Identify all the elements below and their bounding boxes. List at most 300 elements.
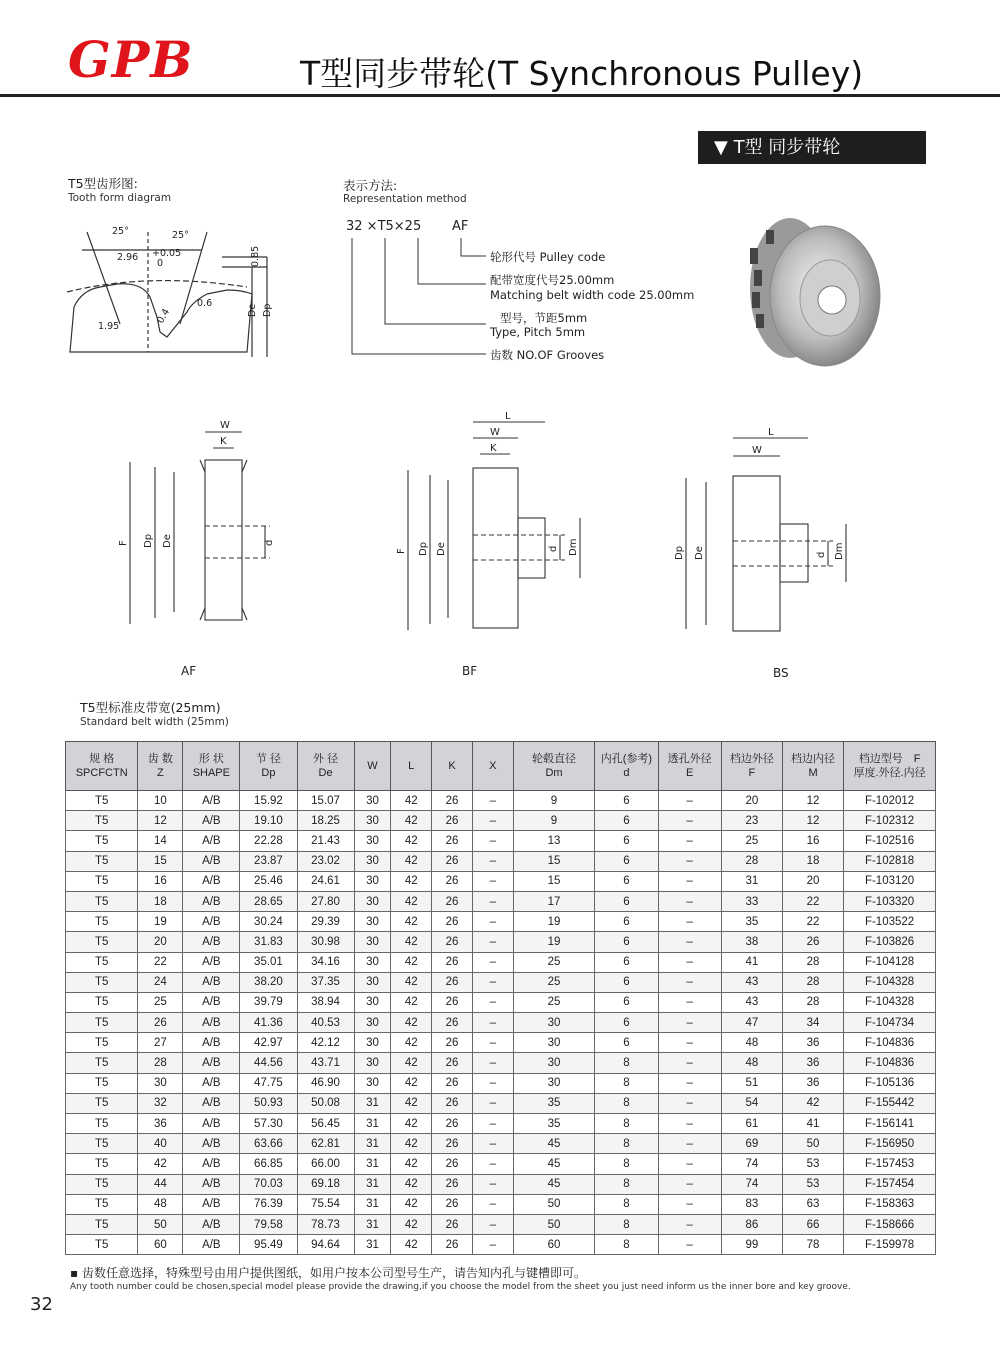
table-cell: 48 <box>721 1033 782 1053</box>
section-tag: ▼ T型 同步带轮 <box>698 131 926 164</box>
table-cell: 26 <box>138 1013 183 1033</box>
table-cell: 21.43 <box>297 831 354 851</box>
table-cell: 25.46 <box>240 871 297 891</box>
table-cell: 24.61 <box>297 871 354 891</box>
table-cell: – <box>472 811 513 831</box>
table-cell: 41 <box>721 952 782 972</box>
table-cell: 47 <box>721 1013 782 1033</box>
representation-item-pulley-code: 轮形代号 Pulley code <box>490 250 606 264</box>
table-cell: 54 <box>721 1093 782 1113</box>
table-cell: 12 <box>138 811 183 831</box>
table-cell: 30 <box>354 871 391 891</box>
table-cell: 28 <box>782 952 843 972</box>
table-cell: 30 <box>354 952 391 972</box>
table-cell: A/B <box>183 1235 240 1255</box>
table-cell: 44.56 <box>240 1053 297 1073</box>
table-cell: T5 <box>66 1013 138 1033</box>
table-cell: 6 <box>595 871 658 891</box>
table-cell: 22.28 <box>240 831 297 851</box>
table-cell: 23 <box>721 811 782 831</box>
table-cell: 20 <box>138 932 183 952</box>
table-cell: – <box>472 952 513 972</box>
table-cell: 66 <box>782 1214 843 1234</box>
table-cell: F-104328 <box>844 992 936 1012</box>
table-row <box>66 1114 936 1134</box>
table-cell: F-105136 <box>844 1073 936 1093</box>
header-label: X <box>489 760 497 772</box>
table-row <box>66 1134 936 1154</box>
table-cell: 26 <box>432 972 473 992</box>
table-cell: 30 <box>354 912 391 932</box>
svg-text:25°: 25° <box>172 230 189 241</box>
table-cell: 30 <box>354 1073 391 1093</box>
table-cell: A/B <box>183 791 240 811</box>
representation-suffix: AF <box>452 219 469 234</box>
table-cell: 28 <box>138 1053 183 1073</box>
svg-text:De: De <box>436 542 447 556</box>
table-cell: 42 <box>391 992 432 1012</box>
table-cell: 42 <box>391 932 432 952</box>
table-cell: F-104328 <box>844 972 936 992</box>
table-header-cell <box>240 742 297 791</box>
table-cell: 26 <box>432 851 473 871</box>
table-row <box>66 972 936 992</box>
svg-text:d: d <box>548 545 559 552</box>
table-cell: – <box>658 831 721 851</box>
drawing-bs-label: BS <box>773 666 789 680</box>
header-sublabel: M <box>808 767 818 779</box>
table-cell: F-104836 <box>844 1053 936 1073</box>
table-cell: 26 <box>432 1053 473 1073</box>
table-cell: A/B <box>183 1134 240 1154</box>
table-header-cell <box>472 742 513 791</box>
table-cell: 30 <box>354 851 391 871</box>
svg-text:0.4: 0.4 <box>155 306 173 326</box>
table-cell: F-102516 <box>844 831 936 851</box>
table-row <box>66 1214 936 1234</box>
table-cell: – <box>658 1154 721 1174</box>
table-cell: 42 <box>391 1214 432 1234</box>
table-cell: T5 <box>66 1174 138 1194</box>
table-cell: A/B <box>183 1053 240 1073</box>
table-cell: A/B <box>183 1214 240 1234</box>
table-cell: 30 <box>354 1013 391 1033</box>
table-cell: F-103826 <box>844 932 936 952</box>
table-cell: 25 <box>513 992 595 1012</box>
table-cell: 6 <box>595 912 658 932</box>
table-cell: 38.20 <box>240 972 297 992</box>
table-cell: 24 <box>138 972 183 992</box>
table-cell: A/B <box>183 1013 240 1033</box>
table-cell: 26 <box>432 992 473 1012</box>
table-cell: 6 <box>595 891 658 911</box>
table-cell: 41 <box>782 1114 843 1134</box>
table-cell: F-158666 <box>844 1214 936 1234</box>
table-cell: 8 <box>595 1053 658 1073</box>
table-cell: 18 <box>782 851 843 871</box>
table-cell: F-157453 <box>844 1154 936 1174</box>
table-cell: – <box>658 972 721 992</box>
table-cell: 74 <box>721 1174 782 1194</box>
table-cell: 23.87 <box>240 851 297 871</box>
table-cell: 42 <box>391 851 432 871</box>
drawing-af <box>110 412 300 672</box>
table-cell: 42 <box>391 912 432 932</box>
table-cell: 6 <box>595 952 658 972</box>
table-cell: 15 <box>138 851 183 871</box>
table-cell: 42 <box>391 791 432 811</box>
table-cell: F-159978 <box>844 1235 936 1255</box>
table-cell: 36 <box>782 1073 843 1093</box>
table-cell: 43.71 <box>297 1053 354 1073</box>
svg-text:25°: 25° <box>112 226 129 237</box>
table-cell: 6 <box>595 811 658 831</box>
table-cell: 16 <box>138 871 183 891</box>
representation-item-type-en: Type, Pitch 5mm <box>490 325 586 339</box>
table-cell: 42.97 <box>240 1033 297 1053</box>
table-cell: 40 <box>138 1134 183 1154</box>
table-cell: 66.00 <box>297 1154 354 1174</box>
table-cell: 22 <box>138 952 183 972</box>
table-cell: 30.24 <box>240 912 297 932</box>
svg-text:K: K <box>490 443 497 454</box>
table-cell: 28.65 <box>240 891 297 911</box>
table-row <box>66 791 936 811</box>
table-cell: 30 <box>354 831 391 851</box>
header-label: 档边外径 <box>729 753 774 765</box>
table-cell: 50.08 <box>297 1093 354 1113</box>
table-cell: 16 <box>782 831 843 851</box>
table-cell: 31 <box>354 1174 391 1194</box>
table-cell: – <box>472 1053 513 1073</box>
svg-text:+0.05: +0.05 <box>152 248 182 259</box>
header-label: 规 格 <box>89 753 115 765</box>
table-cell: – <box>658 1073 721 1093</box>
page-number: 32 <box>30 1294 53 1315</box>
table-cell: 30 <box>354 972 391 992</box>
table-cell: – <box>472 1174 513 1194</box>
table-cell: A/B <box>183 851 240 871</box>
table-row <box>66 831 936 851</box>
table-cell: 37.35 <box>297 972 354 992</box>
table-header-cell <box>513 742 595 791</box>
table-cell: F-156950 <box>844 1134 936 1154</box>
table-cell: 31 <box>721 871 782 891</box>
table-cell: 26 <box>432 952 473 972</box>
table-cell: 42 <box>391 1174 432 1194</box>
table-cell: 56.45 <box>297 1114 354 1134</box>
table-cell: – <box>658 932 721 952</box>
table-cell: – <box>658 1194 721 1214</box>
table-cell: T5 <box>66 972 138 992</box>
table-cell: 6 <box>595 1013 658 1033</box>
table-cell: 26 <box>432 1214 473 1234</box>
table-cell: 8 <box>595 1194 658 1214</box>
svg-text:d: d <box>816 551 827 558</box>
table-cell: 8 <box>595 1235 658 1255</box>
table-row <box>66 811 936 831</box>
svg-text:Dm: Dm <box>568 538 579 556</box>
table-cell: F-104836 <box>844 1033 936 1053</box>
table-cell: 63.66 <box>240 1134 297 1154</box>
table-cell: 30 <box>354 1033 391 1053</box>
table-cell: 42 <box>391 1013 432 1033</box>
table-cell: 79.58 <box>240 1214 297 1234</box>
table-cell: F-103120 <box>844 871 936 891</box>
header-label: K <box>448 760 456 772</box>
table-header-cell <box>183 742 240 791</box>
table-cell: 35 <box>513 1093 595 1113</box>
header-label: 档边内径 <box>791 753 836 765</box>
table-cell: – <box>472 1235 513 1255</box>
header-label: 外 径 <box>313 753 339 765</box>
table-cell: F-103522 <box>844 912 936 932</box>
table-cell: T5 <box>66 1154 138 1174</box>
table-cell: A/B <box>183 992 240 1012</box>
table-cell: 45 <box>513 1154 595 1174</box>
table-cell: 15 <box>513 851 595 871</box>
table-cell: F-104128 <box>844 952 936 972</box>
svg-text:De: De <box>694 546 705 560</box>
table-cell: – <box>658 1033 721 1053</box>
table-cell: 6 <box>595 791 658 811</box>
header-sublabel: De <box>318 767 333 779</box>
table-cell: 38 <box>721 932 782 952</box>
table-cell: 30 <box>354 811 391 831</box>
table-cell: 36 <box>138 1114 183 1134</box>
table-subtitle: Standard belt width (25mm) <box>80 716 229 728</box>
table-cell: – <box>658 1013 721 1033</box>
table-title: T5型标准皮带宽(25mm) <box>80 700 221 715</box>
table-cell: – <box>658 992 721 1012</box>
table-cell: A/B <box>183 1114 240 1134</box>
header-label: 透孔外径 <box>667 753 712 765</box>
representation-code: 32 ×T5×25 <box>346 219 422 234</box>
svg-text:d: d <box>264 539 275 546</box>
table-cell: 22 <box>782 912 843 932</box>
table-cell: – <box>658 851 721 871</box>
table-cell: – <box>472 1134 513 1154</box>
table-cell: 34.16 <box>297 952 354 972</box>
table-cell: – <box>472 1154 513 1174</box>
table-cell: T5 <box>66 811 138 831</box>
table-header-cell <box>658 742 721 791</box>
tooth-form-diagram <box>62 212 292 372</box>
table-cell: 38.94 <box>297 992 354 1012</box>
table-cell: 33 <box>721 891 782 911</box>
table-cell: 44 <box>138 1174 183 1194</box>
table-cell: 50 <box>513 1214 595 1234</box>
table-cell: 6 <box>595 1033 658 1053</box>
table-cell: 30 <box>354 992 391 1012</box>
header-sublabel: SHAPE <box>192 767 230 779</box>
table-cell: 9 <box>513 791 595 811</box>
table-cell: 26 <box>432 1154 473 1174</box>
table-cell: T5 <box>66 912 138 932</box>
table-cell: A/B <box>183 952 240 972</box>
table-cell: 48 <box>721 1053 782 1073</box>
table-row <box>66 1194 936 1214</box>
table-cell: – <box>658 871 721 891</box>
table-cell: 31 <box>354 1093 391 1113</box>
table-cell: – <box>472 1214 513 1234</box>
table-cell: 26 <box>432 912 473 932</box>
table-row <box>66 851 936 871</box>
table-cell: 35.01 <box>240 952 297 972</box>
table-cell: 8 <box>595 1154 658 1174</box>
drawing-bs <box>668 426 868 666</box>
table-cell: F-158363 <box>844 1194 936 1214</box>
table-cell: 42 <box>391 1033 432 1053</box>
representation-item-type: 型号，节距5mm <box>500 311 588 325</box>
table-cell: 27.80 <box>297 891 354 911</box>
table-row <box>66 1033 936 1053</box>
table-cell: A/B <box>183 1093 240 1113</box>
table-cell: T5 <box>66 831 138 851</box>
table-cell: 15 <box>513 871 595 891</box>
table-row <box>66 912 936 932</box>
table-cell: T5 <box>66 952 138 972</box>
header-sublabel: Z <box>156 767 164 779</box>
table-cell: 86 <box>721 1214 782 1234</box>
header-label: L <box>408 760 415 772</box>
table-cell: T5 <box>66 1194 138 1214</box>
table-header-cell <box>138 742 183 791</box>
svg-text:Dm: Dm <box>834 542 845 560</box>
table-cell: T5 <box>66 1033 138 1053</box>
table-cell: – <box>658 912 721 932</box>
table-cell: 42 <box>391 1134 432 1154</box>
svg-text:2.96: 2.96 <box>117 252 139 263</box>
table-cell: 8 <box>595 1093 658 1113</box>
table-header-cell <box>782 742 843 791</box>
table-cell: T5 <box>66 932 138 952</box>
table-cell: – <box>472 1033 513 1053</box>
table-cell: – <box>472 972 513 992</box>
table-cell: A/B <box>183 891 240 911</box>
table-cell: 34 <box>782 1013 843 1033</box>
table-cell: 32 <box>138 1093 183 1113</box>
table-cell: 42 <box>391 1194 432 1214</box>
table-cell: 26 <box>432 1033 473 1053</box>
table-cell: – <box>658 1235 721 1255</box>
table-header-cell <box>391 742 432 791</box>
table-cell: 26 <box>432 1134 473 1154</box>
svg-text:Dp: Dp <box>418 541 429 556</box>
table-cell: T5 <box>66 992 138 1012</box>
table-cell: – <box>658 791 721 811</box>
header-label: 形 状 <box>198 753 224 765</box>
table-row <box>66 871 936 891</box>
af-dim-w: W <box>220 420 230 431</box>
table-cell: 76.39 <box>240 1194 297 1214</box>
table-cell: 6 <box>595 851 658 871</box>
table-cell: – <box>472 871 513 891</box>
table-cell: 74 <box>721 1154 782 1174</box>
table-cell: 14 <box>138 831 183 851</box>
table-cell: A/B <box>183 932 240 952</box>
table-cell: 78 <box>782 1235 843 1255</box>
table-header-cell <box>432 742 473 791</box>
table-cell: 15.92 <box>240 791 297 811</box>
table-cell: 31 <box>354 1154 391 1174</box>
table-cell: 48 <box>138 1194 183 1214</box>
svg-text:L: L <box>505 411 511 422</box>
table-cell: F-103320 <box>844 891 936 911</box>
table-cell: F-155442 <box>844 1093 936 1113</box>
drawing-bf <box>390 410 610 670</box>
table-cell: T5 <box>66 851 138 871</box>
table-cell: 30 <box>354 891 391 911</box>
table-cell: 36 <box>782 1053 843 1073</box>
table-cell: – <box>472 992 513 1012</box>
representation-item-width-en: Matching belt width code 25.00mm <box>490 288 695 302</box>
table-cell: 26 <box>432 871 473 891</box>
table-cell: – <box>658 1093 721 1113</box>
table-row <box>66 1174 936 1194</box>
table-cell: 26 <box>432 811 473 831</box>
table-cell: 25 <box>721 831 782 851</box>
table-cell: 9 <box>513 811 595 831</box>
table-cell: T5 <box>66 891 138 911</box>
table-cell: 27 <box>138 1033 183 1053</box>
svg-text:1.95: 1.95 <box>98 321 120 332</box>
table-cell: A/B <box>183 831 240 851</box>
header-sublabel: Dp <box>261 767 276 779</box>
table-cell: 10 <box>138 791 183 811</box>
svg-text:Dp: Dp <box>674 545 685 560</box>
spec-table <box>65 741 936 1255</box>
table-cell: 35 <box>721 912 782 932</box>
table-row <box>66 1053 936 1073</box>
table-cell: – <box>658 952 721 972</box>
table-cell: 26 <box>432 1194 473 1214</box>
table-cell: 8 <box>595 1073 658 1093</box>
table-cell: – <box>472 1114 513 1134</box>
table-cell: 26 <box>432 791 473 811</box>
table-cell: 30 <box>513 1053 595 1073</box>
table-cell: 83 <box>721 1194 782 1214</box>
header-sublabel: E <box>685 767 694 779</box>
table-cell: 19 <box>513 912 595 932</box>
table-header-cell <box>595 742 658 791</box>
table-cell: 63 <box>782 1194 843 1214</box>
table-cell: 31 <box>354 1235 391 1255</box>
representation-subtitle: Representation method <box>343 193 467 205</box>
table-cell: T5 <box>66 1114 138 1134</box>
table-cell: 20 <box>721 791 782 811</box>
table-cell: T5 <box>66 1235 138 1255</box>
table-cell: 42 <box>391 831 432 851</box>
table-cell: 50 <box>138 1214 183 1234</box>
table-cell: 95.49 <box>240 1235 297 1255</box>
table-header-cell <box>297 742 354 791</box>
table-cell: 42 <box>391 811 432 831</box>
table-cell: – <box>472 791 513 811</box>
table-cell: 40.53 <box>297 1013 354 1033</box>
table-cell: 25 <box>513 972 595 992</box>
header-label: 齿 数 <box>147 753 173 765</box>
table-row <box>66 1235 936 1255</box>
representation-item-grooves: 齿数 NO.OF Grooves <box>490 348 605 362</box>
table-cell: 8 <box>595 1134 658 1154</box>
table-cell: 8 <box>595 1214 658 1234</box>
header-label: 内孔(参考) <box>600 753 653 765</box>
tooth-form-subtitle: Tooth form diagram <box>68 192 172 204</box>
table-cell: 45 <box>513 1134 595 1154</box>
table-cell: 42 <box>391 972 432 992</box>
svg-text:Dp: Dp <box>143 533 154 548</box>
